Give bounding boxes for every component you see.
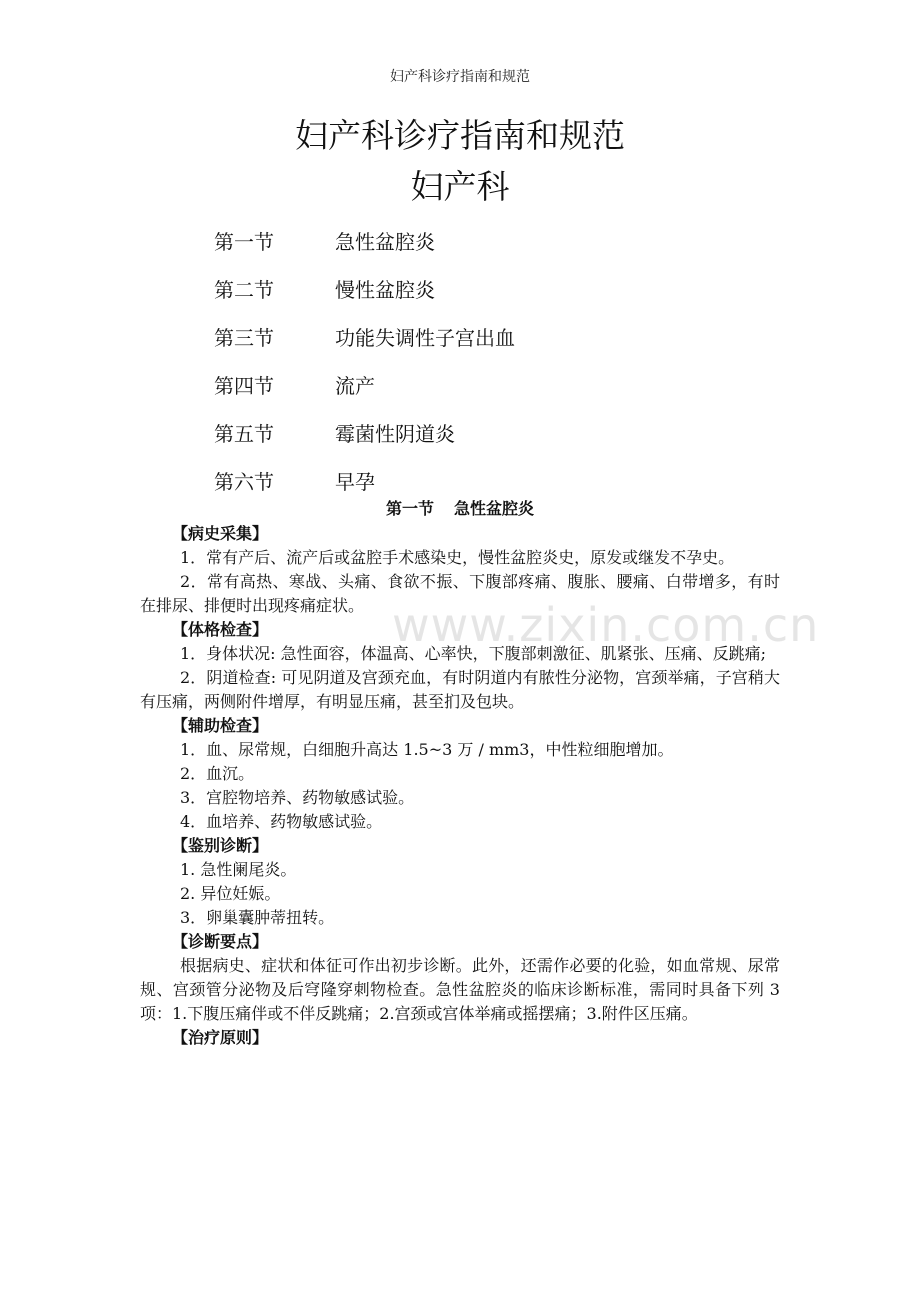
running-header: 妇产科诊疗指南和规范 — [390, 69, 530, 85]
heading-auxiliary-exam: 【辅助检查】 — [172, 716, 269, 735]
section-number: 第一节 — [385, 499, 434, 518]
paragraph: 3．卵巢囊肿蒂扭转。 — [180, 908, 335, 927]
toc-item — [214, 360, 515, 408]
document-title: 妇产科诊疗指南和规范 — [295, 116, 625, 155]
paragraph: 1．身体状况: 急性面容，体温高、心率快，下腹部刺激征、肌紧张、压痛、反跳痛; — [180, 644, 767, 663]
toc-item-number: 第一节 — [214, 229, 274, 254]
paragraph: 2．血沉。 — [180, 764, 255, 783]
toc-item-number: 第二节 — [214, 277, 274, 302]
toc-item-number: 第六节 — [214, 469, 274, 494]
toc-item-number: 第三节 — [214, 325, 274, 350]
paragraph: 根据病史、症状和体征可作出初步诊断。此外，还需作必要的化验，如血常规、尿常规、宫颈管分泌物及后穹隆穿刺物检查。急性盆腔炎的临床诊断标准，需同时具备下列 3 项：1.下腹压痛伴或不伴反跳痛；2.宫颈或宫体举痛或摇摆痛；3.附件区压痛。 — [140, 956, 780, 1023]
toc-item-title: 流产 — [335, 373, 375, 398]
toc-item — [214, 408, 515, 456]
toc-item-title: 急性盆腔炎 — [335, 229, 435, 254]
watermark: www.zixin.com.cn — [392, 598, 820, 652]
paragraph: 2．常有高热、寒战、头痛、食欲不振、下腹部疼痛、腹胀、腰痛、白带增多，有时在排尿、排便时出现疼痛症状。 — [140, 572, 780, 615]
paragraph: 1. 急性阑尾炎。 — [180, 860, 297, 879]
paragraph: 1．常有产后、流产后或盆腔手术感染史，慢性盆腔炎史，原发或继发不孕史。 — [180, 548, 735, 567]
heading-physical-exam: 【体格检查】 — [172, 620, 269, 639]
paragraph: 3．宫腔物培养、药物敏感试验。 — [180, 788, 415, 807]
toc-item — [214, 216, 515, 264]
section-title: 急性盆腔炎 — [454, 499, 535, 518]
section-body — [140, 522, 780, 1050]
heading-differential-diagnosis: 【鉴别诊断】 — [172, 836, 269, 855]
heading-treatment-principles: 【治疗原则】 — [172, 1028, 269, 1047]
table-of-contents — [214, 216, 515, 504]
paragraph: 2．阴道检查: 可见阴道及宫颈充血，有时阴道内有脓性分泌物，宫颈举痛，子宫稍大有压痛，两侧附件增厚，有明显压痛，甚至扪及包块。 — [140, 668, 780, 711]
toc-item — [214, 312, 515, 360]
toc-item-title: 慢性盆腔炎 — [335, 277, 435, 302]
toc-item-number: 第四节 — [214, 373, 274, 398]
paragraph: 4．血培养、药物敏感试验。 — [180, 812, 383, 831]
section-heading — [0, 496, 920, 522]
toc-item-title: 功能失调性子宫出血 — [335, 325, 515, 350]
heading-diagnosis-points: 【诊断要点】 — [172, 932, 269, 951]
toc-item-number: 第五节 — [214, 421, 274, 446]
heading-history: 【病史采集】 — [172, 524, 269, 543]
toc-item — [214, 264, 515, 312]
toc-item-title: 早孕 — [335, 469, 375, 494]
paragraph: 2. 异位妊娠。 — [180, 884, 281, 903]
toc-item-title: 霉菌性阴道炎 — [335, 421, 455, 446]
document-subtitle: 妇产科 — [410, 167, 510, 206]
paragraph: 1．血、尿常规，白细胞升高达 1.5~3 万 / mm3，中性粒细胞增加。 — [180, 740, 674, 759]
